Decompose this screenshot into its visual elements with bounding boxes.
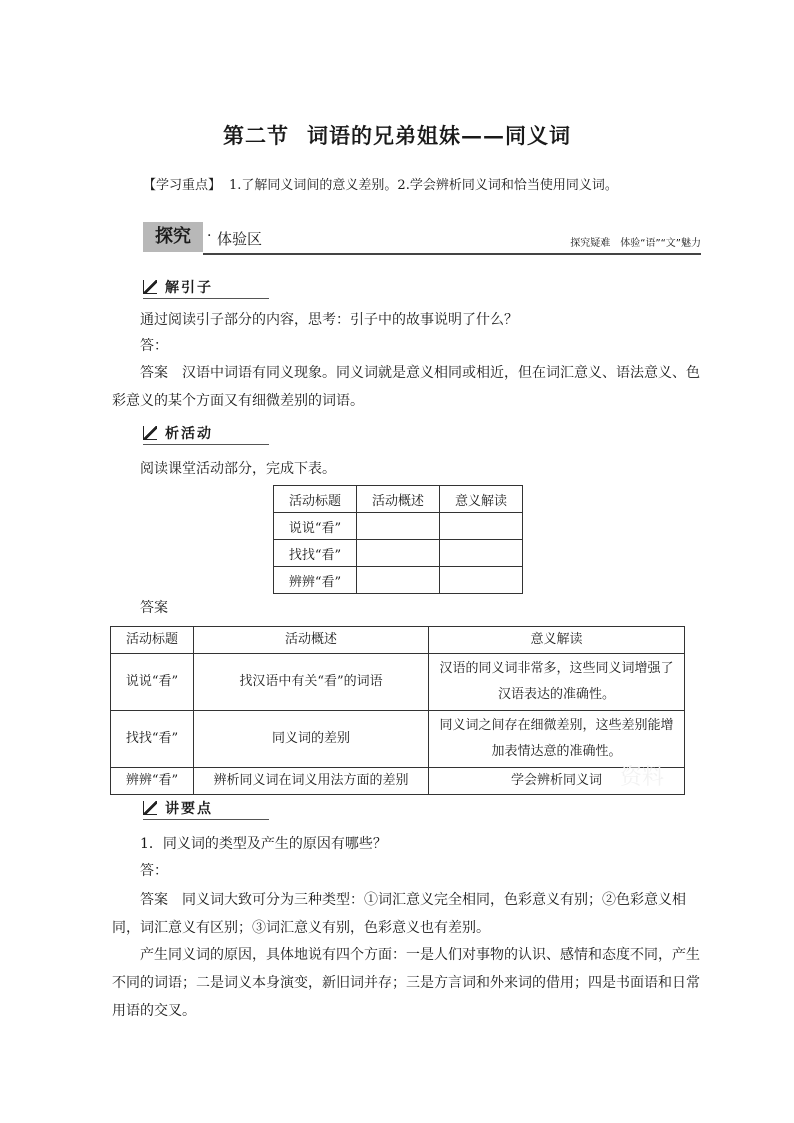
learning-focus xyxy=(143,174,618,193)
section-area: 体验区 xyxy=(217,230,263,248)
focus-tag: 【学习重点】 xyxy=(143,178,222,193)
corner-marker-icon xyxy=(143,426,157,440)
section-slogan: 探究疑难 体验“语”“文”魅力 xyxy=(570,238,701,249)
section-label: 探究 xyxy=(143,222,203,252)
page-title xyxy=(0,120,794,150)
subhead-activity xyxy=(143,423,269,445)
intro-question: 通过阅读引子部分的内容，思考：引子中的故事说明了什么？ xyxy=(140,312,518,328)
table-row: 找找“看” xyxy=(274,540,523,567)
answer-label: 答案 xyxy=(140,892,168,908)
answer-label: 答案 xyxy=(140,365,168,381)
corner-marker-icon xyxy=(143,280,157,294)
table-row: 活动标题 活动概述 意义解读 xyxy=(274,486,523,513)
table-row: 辨辨“看” xyxy=(274,567,523,594)
keypoints-answer: 答案 同义词大致可分为三种类型：①词汇意义完全相同，色彩意义有别；②色彩意义相同，词汇意义有区别；③词汇意义有别，色彩意义也有差别。 xyxy=(112,892,686,936)
answer-activity-table xyxy=(110,626,685,795)
corner-marker-icon xyxy=(143,801,157,815)
watermark: 资料 xyxy=(620,765,665,790)
intro-answer-prompt: 答： xyxy=(140,338,168,354)
table-row: 说说“看” xyxy=(274,513,523,540)
keypoints-reasons: 产生同义词的原因，具体地说有四个方面：一是人们对事物的认识、感情和态度不同，产生不同的词语；二是词义本身演变，新旧词并存；三是方言词和外来词的借用；四是书面语和日常用语的交叉。 xyxy=(112,947,700,1019)
intro-answer: 答案 汉语中词语有同义现象。同义词就是意义相同或相近，但在词汇意义、语法意义、色彩意义的某个方面又有细微差别的词语。 xyxy=(112,365,700,409)
table-row: 说说“看” 找汉语中有关“看”的词语 汉语的同义词非常多，这些同义词增强了汉语表达的准确性。 xyxy=(111,654,685,711)
title-text: 词语的兄弟姐妹——同义词 xyxy=(307,123,571,148)
subhead-keypoints-label: 讲要点 xyxy=(165,801,213,817)
table-row: 活动标题 活动概述 意义解读 xyxy=(111,627,685,654)
keypoints-question: 1．同义词的类型及产生的原因有哪些？ xyxy=(140,836,387,852)
keypoints-answer-prompt: 答： xyxy=(140,863,168,879)
activity-answer-label: 答案 xyxy=(140,600,168,616)
section-rule xyxy=(203,253,701,255)
table-row: 辨辨“看” 辨析同义词在词义用法方面的差别 学会辨析同义词 xyxy=(111,768,685,795)
section-dot: · xyxy=(207,228,212,244)
subhead-intro xyxy=(143,277,269,299)
title-section-number: 第二节 xyxy=(223,123,289,148)
subhead-keypoints xyxy=(143,798,269,820)
subhead-activity-label: 析活动 xyxy=(165,426,213,442)
section-header xyxy=(143,218,701,256)
focus-text: 1.了解同义词间的意义差别。2.学会辨析同义词和恰当使用同义词。 xyxy=(229,178,618,193)
table-row: 找找“看” 同义词的差别 同义词之间存在细微差别，这些差别能增加表情达意的准确性。 xyxy=(111,711,685,768)
blank-activity-table xyxy=(273,485,523,594)
subhead-intro-label: 解引子 xyxy=(165,280,213,296)
activity-intro: 阅读课堂活动部分，完成下表。 xyxy=(140,461,336,477)
